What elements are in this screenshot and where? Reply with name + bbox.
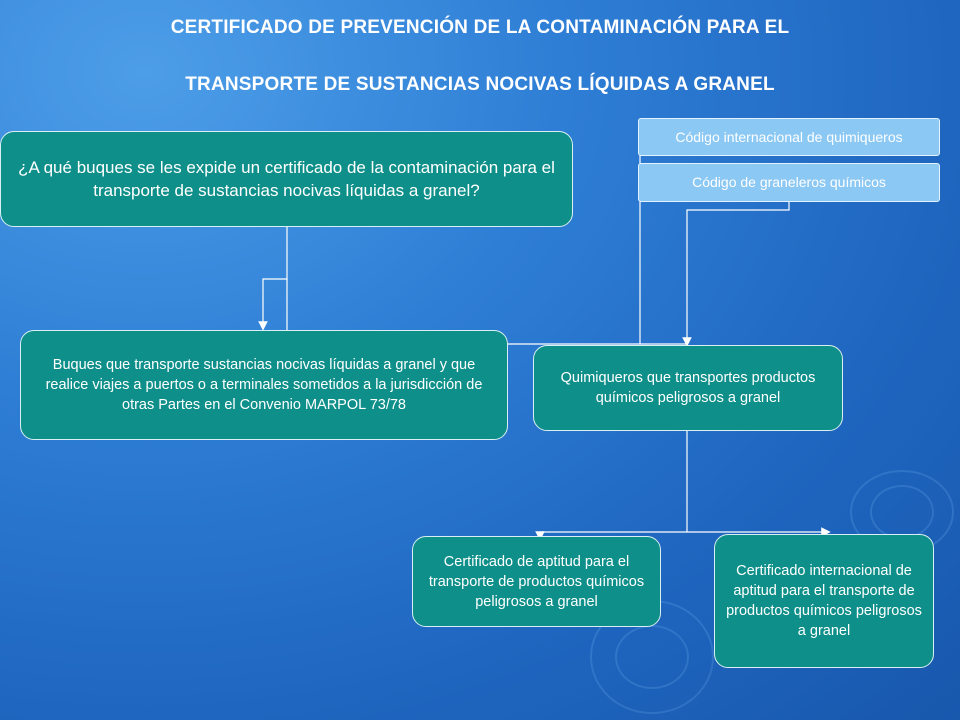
chemical-code-box: Código internacional de quimiqueros [638,118,940,156]
chemical-tankers-box: Quimiqueros que transportes productos químicos peligrosos a granel [533,345,843,431]
ships-marpol-box: Buques que transporte sustancias nocivas líquidas a granel y que realice viajes a puertos o a terminales sometidos a la jurisdicción de otras Partes en el Convenio MARPOL 73/78 [20,330,508,440]
cert-fitness-box: Certificado de aptitud para el transporte de productos químicos peligrosos a granel [412,536,661,627]
cert-intl-fitness-box: Certificado internacional de aptitud para el transporte de productos químicos peligrosos a granel [714,534,934,668]
bulk-code-box: Código de graneleros químicos [638,163,940,202]
connector-bulk-code [687,202,789,342]
question-box: ¿A qué buques se les expide un certificado de la contaminación para el transporte de sustancias nocivas líquidas a granel? [0,131,573,227]
connector-question-to-ships [263,227,287,326]
title-line-2: TRANSPORTE DE SUSTANCIAS NOCIVAS LÍQUIDAS A GRANEL [185,74,775,95]
title-line-1: CERTIFICADO DE PREVENCIÓN DE LA CONTAMINACIÓN PARA EL [170,17,790,38]
